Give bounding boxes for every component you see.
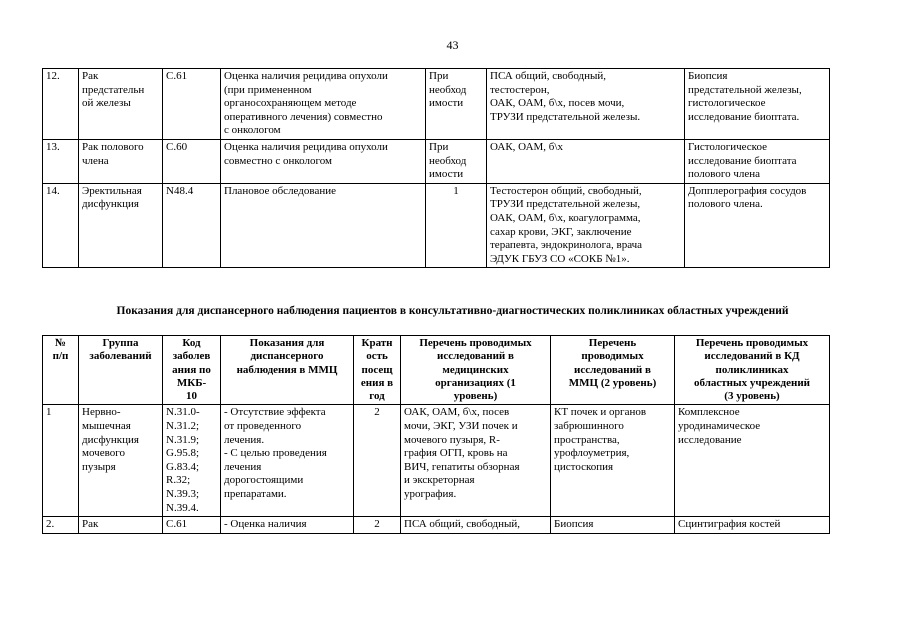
cell-line: медицинских [442,363,509,376]
cell-line: год [369,390,385,403]
cell-line: полового члена. [688,198,763,211]
level3-tests-cell [675,517,830,534]
cell-line: исследований в [574,363,651,376]
cell-line: ММЦ (2 уровень) [568,376,657,389]
section-title: Показания для диспансерного наблюдения пациентов в консультативно-диагностических поликлиниках областных учреждений [116,305,789,317]
frequency-cell: 2 [354,405,401,517]
cell-line: Рак [82,70,99,82]
cell-line: (3 уровень) [724,390,780,403]
page-number: 43 [446,38,459,52]
cell-line: ЭДУК ГБУЗ СО «СОКБ №1». [490,252,630,265]
cell-line: ОАК, ОАМ, б\х, посев [404,406,510,419]
cell-line: R.32; [166,474,191,487]
cell-line: и экскреторная [404,474,475,487]
table2-header [43,336,830,405]
column-header [401,336,551,405]
cell-line: посещ [361,363,393,376]
icd-code-cell [163,517,221,534]
cell-line: мышечная [82,420,131,433]
extra-tests-cell [685,139,830,183]
frequency-cell [426,183,487,268]
cell-line: лечения. [224,433,265,446]
cell-line: пузыря [82,460,116,473]
cell-line: ПСА общий, свободный, [404,518,521,531]
cell-line: Оценка наличия рецидива опухоли [224,140,388,153]
level1-tests-cell [401,517,551,534]
cell-line: Тестостерон общий, свободный, [490,184,642,197]
row-number-cell: 2. [43,517,79,534]
cell-line: оперативного лечения) совместно [224,110,383,123]
cell-line: имости [429,97,464,110]
cell-line: мочевого пузыря, R- [404,433,500,446]
cell-line: совместно с онкологом [224,154,332,167]
cell-line: диспансерного [250,350,324,363]
cell-line: исследований в КД [704,350,800,363]
cell-line: заболев [172,350,211,363]
indication-cell [221,517,354,534]
cell-line: Группа [102,337,139,349]
cell-line: исследование биоптата. [688,110,800,123]
cell-line: ой железы [82,97,131,110]
level3-tests-cell [675,405,830,517]
cell-line: поликлиниках [715,363,789,376]
cell-line: заболеваний [89,350,152,363]
column-header [79,336,163,405]
cell-line: препаратами. [224,488,287,501]
table-header-row [43,336,830,405]
cell-line: N.39.3; [166,488,199,501]
extra-tests-cell [685,183,830,268]
column-header [163,336,221,405]
cell-line: цистоскопия [554,460,614,473]
cell-line: дисфункция [82,433,139,446]
column-header [354,336,401,405]
cell-line: МКБ- [176,376,207,389]
cell-line: исследование [678,433,742,446]
cell-line: С.61 [166,518,188,531]
column-header [43,336,79,405]
table-row [43,139,830,183]
cell-line: Плановое обследование [224,184,336,197]
cell-line: уродинамическое [678,420,761,433]
cell-line: Биопсия [688,70,728,82]
cell-line: Нервно- [82,406,121,419]
cell-line: с онкологом [224,124,281,137]
cell-line: Биопсия [554,518,594,531]
indication-cell [221,405,354,517]
cell-line: ТРУЗИ предстательной железы. [490,110,641,123]
cell-line: Комплексное [678,406,740,419]
cell-line: сахар крови, ЭКГ, заключение [490,225,632,238]
disease-cell [79,183,163,268]
cell-line: мочи, ЭКГ, УЗИ почек и [404,420,518,433]
cell-line: ения в [360,376,394,389]
tests-cell [487,139,685,183]
cell-line: предстательной железы, [688,83,802,96]
level1-tests-cell [401,405,551,517]
cell-line: ОАК, ОАМ, б\х, посев мочи, [490,97,625,110]
disease-group-cell [79,405,163,517]
cell-line: графия ОГП, кровь на [404,447,508,460]
cell-line: областных учреждений [694,376,810,389]
column-header [675,336,830,405]
cell-line: организациях (1 [435,376,516,389]
level2-tests-cell [551,405,675,517]
table-row [43,517,830,534]
frequency-cell [426,139,487,183]
cell-line: урофлоуметрия, [554,447,630,460]
cell-line: КТ почек и органов [554,406,647,419]
cell-line: 1 [453,184,459,197]
cell-line: Рак [82,518,99,531]
cell-line: исследование биоптата [688,154,797,167]
cell-line: лечения [224,460,262,473]
row-number-cell: 12. [43,69,79,140]
cell-line: тестостерон, [490,83,550,96]
cell-line: необход [429,154,467,167]
cell-line: проводимых [581,350,644,363]
cell-line: ания по [172,363,211,376]
cell-line: ВИЧ, гепатиты обзорная [404,460,520,473]
cell-line: ПСА общий, свободный, [490,70,607,82]
cell-line: Оценка наличия рецидива опухоли [224,70,388,82]
cell-line: от проведенного [224,420,302,433]
table-continued-urology [42,68,830,268]
cell-line: забрюшинного [554,420,624,433]
cell-line: Кратн [361,337,393,349]
icd-code-cell: С.60 [163,139,221,183]
cell-line: При [429,140,449,153]
cell-line: дисфункция [82,198,139,211]
level2-tests-cell [551,517,675,534]
row-number-cell: 1 [43,405,79,517]
cell-line: члена [82,154,109,167]
frequency-cell: 2 [354,517,401,534]
table-row [43,69,830,140]
icd-code-cell [163,405,221,517]
row-number-cell: 13. [43,139,79,183]
cell-line: N.31.0- [166,406,200,419]
cell-line: N.31.9; [166,433,199,446]
cell-line: мочевого [82,447,125,460]
cell-line: 10 [186,390,197,403]
tests-cell [487,69,685,140]
cell-line: Перечень [588,337,637,349]
icd-code-cell: N48.4 [163,183,221,268]
frequency-cell [426,69,487,140]
table2-body [43,405,830,533]
cell-line: (при примененном [224,83,312,96]
table1-body [43,69,830,268]
column-header [551,336,675,405]
cell-line: N.39.4. [166,501,199,514]
cell-line: урография. [404,488,457,501]
disease-cell [79,139,163,183]
icd-code-cell: С.61 [163,69,221,140]
cell-line: ОАК, ОАМ, б\х, коагулограмма, [490,211,641,224]
cell-line: органосохраняющем методе [224,97,357,110]
cell-line: имости [429,168,464,181]
cell-line: Показания для [249,337,325,349]
cell-line: N.31.2; [166,420,199,433]
extra-tests-cell [685,69,830,140]
cell-line: При [429,70,449,82]
cell-line: ТРУЗИ предстательной железы, [490,198,641,211]
table-dispensary-observation [42,335,830,534]
cell-line: терапевта, эндокринолога, врача [490,239,643,252]
cell-line: дорогостоящими [224,474,304,487]
table-row [43,405,830,517]
cell-line: № [54,337,67,349]
cell-line: Перечень проводимых [695,337,809,349]
cell-line: уровень) [453,390,498,403]
cell-line: - Оценка наличия [224,518,307,531]
row-number-cell: 14. [43,183,79,268]
cell-line: предстательн [82,83,145,96]
cell-line: - С целью проведения [224,447,327,460]
indication-cell [221,183,426,268]
cell-line: пространства, [554,433,620,446]
cell-line: ость [366,350,388,363]
cell-line: Гистологическое [688,140,767,153]
tests-cell [487,183,685,268]
cell-line: Сцинтиграфия костей [678,518,781,531]
cell-line: Перечень проводимых [419,337,532,349]
cell-line: Код [182,337,201,349]
cell-line: наблюдения в ММЦ [236,363,338,376]
indication-cell [221,139,426,183]
column-header [221,336,354,405]
cell-line: Эректильная [82,184,142,197]
cell-line: ОАК, ОАМ, б\х [490,140,563,153]
cell-line: полового члена [688,168,761,181]
cell-line: необход [429,83,467,96]
cell-line: Рак полового [82,140,144,153]
cell-line: Допплерография сосудов [688,184,807,197]
cell-line: G.95.8; [166,447,199,460]
table-row [43,183,830,268]
cell-line: исследований в [437,350,514,363]
cell-line: п/п [52,350,69,363]
disease-group-cell [79,517,163,534]
cell-line: - Отсутствие эффекта [224,406,326,419]
indication-cell [221,69,426,140]
disease-cell [79,69,163,140]
cell-line: гистологическое [688,97,766,110]
cell-line: G.83.4; [166,460,199,473]
